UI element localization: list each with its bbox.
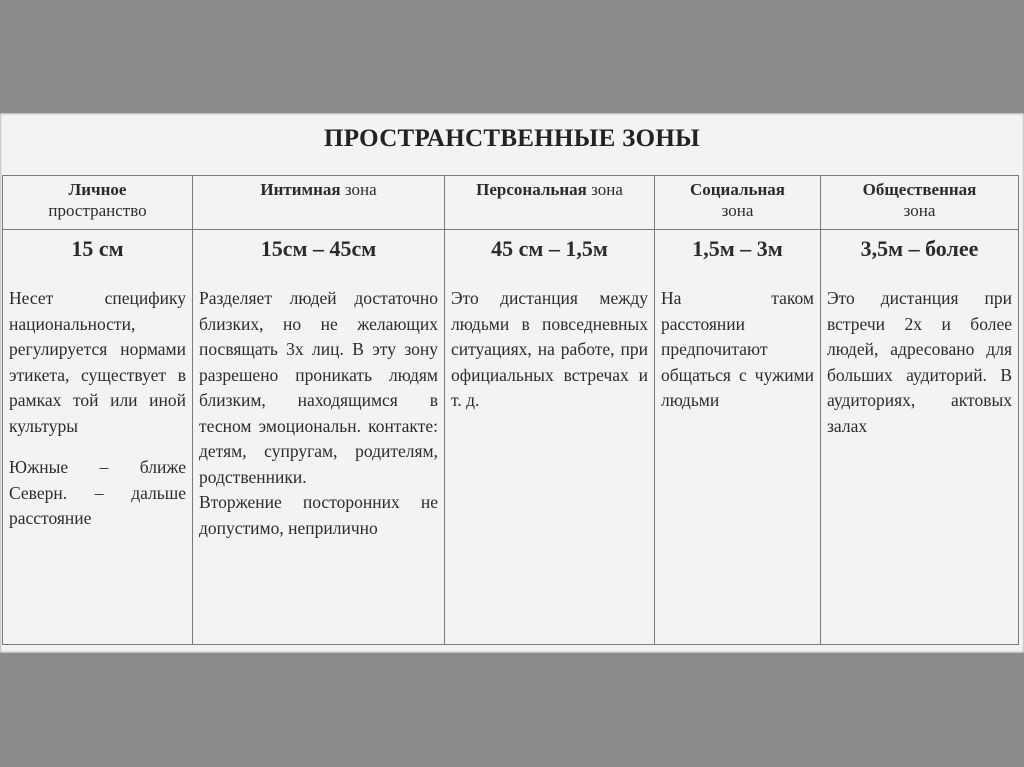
header-bold: Социальная	[689, 180, 786, 199]
description-note: Вторжение посторонних не допустимо, неприлично	[199, 492, 438, 538]
header-bold: Личное	[68, 180, 127, 199]
header-cell-intimate	[193, 176, 445, 230]
header-rest: зона	[721, 201, 754, 220]
cell-personal-space	[3, 230, 193, 645]
header-cell-personal-space	[3, 176, 193, 230]
distance-range: 15см – 45см	[260, 236, 377, 261]
cell-social	[655, 230, 821, 645]
table-header-row	[3, 176, 1019, 230]
header-rest: пространство	[48, 201, 147, 220]
header-rest: зона	[344, 180, 377, 199]
header-bold: Интимная	[260, 180, 341, 199]
distance-range: 3,5м – более	[860, 236, 979, 261]
header-bold: Общественная	[862, 180, 977, 199]
description: На таком расстоянии предпочитают общаться с чужими людьми	[661, 288, 814, 410]
header-cell-personal	[445, 176, 655, 230]
description: Несет специфику национальности, регулируется нормами этикета, существует в рамках той или иной культуры	[9, 288, 186, 436]
distance-range: 15 см	[71, 236, 124, 261]
cell-intimate	[193, 230, 445, 645]
header-bold: Персональная	[476, 180, 587, 199]
description: Это дистанция при встречи 2х и более людей, адресовано для больших аудиторий. В аудиториях, актовых залах	[827, 288, 1012, 436]
cell-personal	[445, 230, 655, 645]
distance-range: 45 см – 1,5м	[491, 236, 608, 261]
description: Разделяет людей достаточно близких, но не желающих посвящать 3х лиц. В эту зону разрешено проникать людям близким, находящимся в тесном эмоциональн. контакте: детям, супругам, родителям, родственники.	[199, 288, 438, 487]
zones-table	[2, 175, 1019, 645]
page-title: ПРОСТРАНСТВЕННЫЕ ЗОНЫ	[323, 125, 700, 152]
header-rest: зона	[591, 180, 623, 199]
table-body-row	[3, 230, 1019, 645]
document-page	[0, 113, 1024, 653]
header-cell-public	[821, 176, 1019, 230]
distance-range: 1,5м – 3м	[692, 236, 783, 261]
header-rest: зона	[903, 201, 936, 220]
description-note: Южные – ближе Северн. – дальше расстояние	[9, 457, 186, 528]
description: Это дистанция между людьми в повседневных ситуациях, на работе, при официальных встречах и т. д.	[451, 288, 648, 410]
header-cell-social	[655, 176, 821, 230]
cell-public	[821, 230, 1019, 645]
